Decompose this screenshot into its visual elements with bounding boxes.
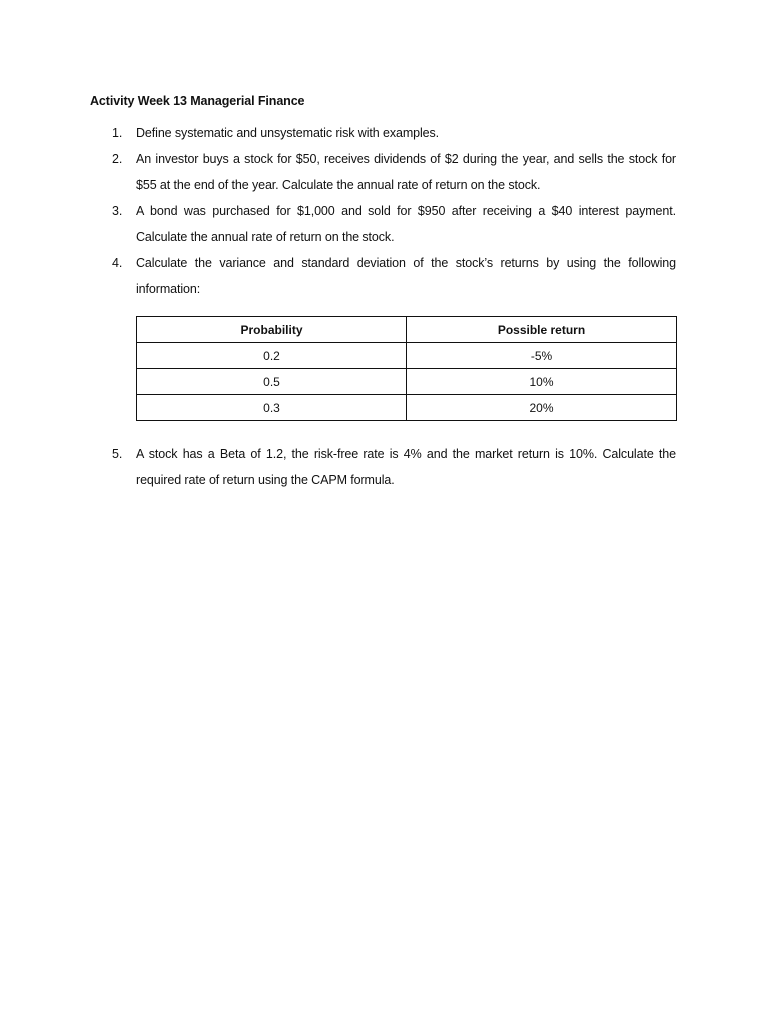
question-text: A bond was purchased for $1,000 and sold for $950 after receiving a $40 interest payment. Calculate the annual rate of return on the stock.: [136, 204, 676, 244]
table-cell: 0.3: [137, 395, 407, 421]
table-section: [90, 302, 676, 421]
question-number: 2.: [112, 152, 123, 166]
question-text: Define systematic and unsystematic risk with examples.: [136, 126, 440, 140]
question-item-2: [90, 146, 676, 198]
document-title: Activity Week 13 Managerial Finance: [90, 94, 305, 108]
table-header-row: [137, 317, 677, 343]
table-row: [137, 343, 677, 369]
question-number: 3.: [112, 204, 123, 218]
table-cell: 20%: [407, 395, 677, 421]
table-cell: -5%: [407, 343, 677, 369]
question-item-5: [90, 441, 676, 493]
question-item-3: [90, 198, 676, 250]
question-list: [90, 120, 676, 302]
question-item-1: [90, 120, 676, 146]
table-cell: 0.5: [137, 369, 407, 395]
question-number: 1.: [112, 126, 123, 140]
table-cell: 0.2: [137, 343, 407, 369]
return-table-wrap: [136, 316, 676, 421]
question-number: 5.: [112, 447, 123, 461]
question-text: Calculate the variance and standard deviation of the stock’s returns by using the following information:: [136, 256, 676, 296]
question-list-continued: [90, 441, 676, 493]
table-row: [137, 369, 677, 395]
question-text: A stock has a Beta of 1.2, the risk-free rate is 4% and the market return is 10%. Calculate the required rate of return using the CAPM formula.: [136, 447, 676, 487]
return-distribution-table: [136, 316, 677, 421]
question-number: 4.: [112, 256, 123, 270]
table-cell: 10%: [407, 369, 677, 395]
table-header-cell: Possible return: [407, 317, 677, 343]
question-text: An investor buys a stock for $50, receives dividends of $2 during the year, and sells the stock for $55 at the end of the year. Calculate the annual rate of return on the stock.: [136, 152, 676, 192]
table-row: [137, 395, 677, 421]
question-item-4: [90, 250, 676, 302]
table-header-cell: Probability: [137, 317, 407, 343]
